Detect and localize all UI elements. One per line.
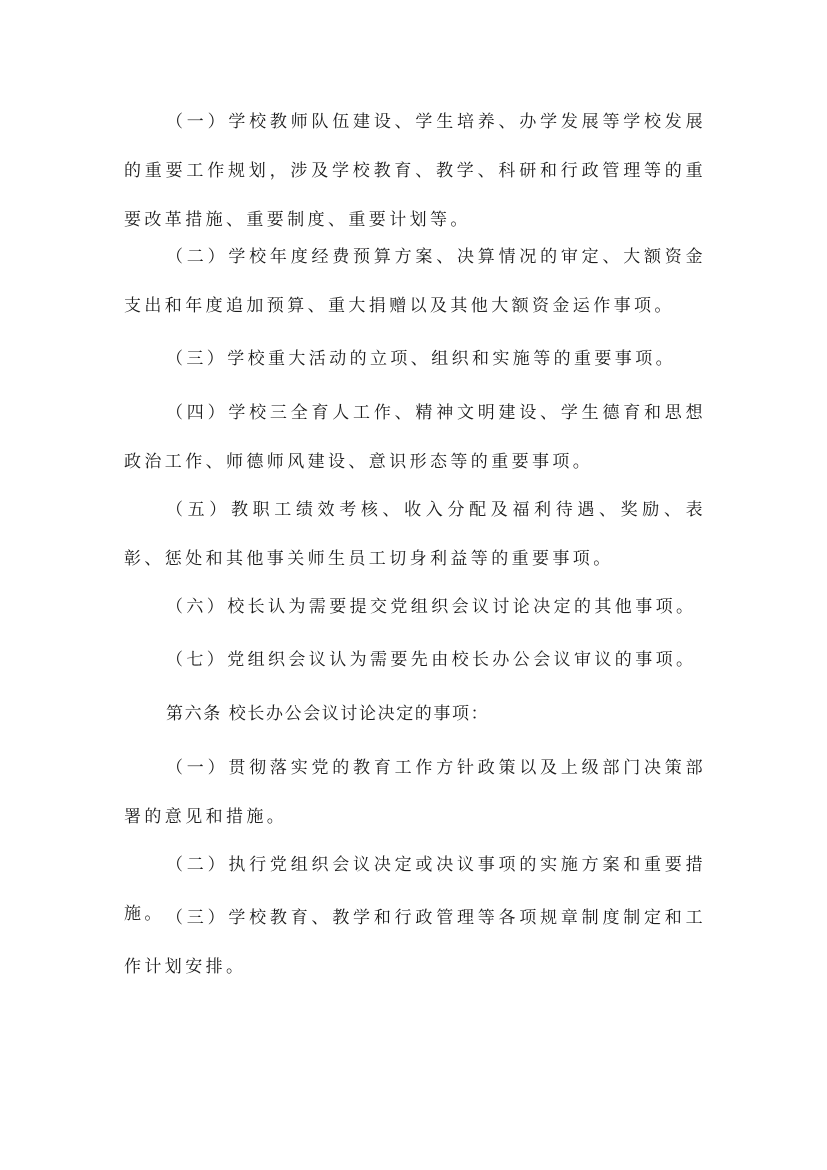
paragraph-7: （七）党组织会议认为需要先由校长办公会议审议的事项。: [166, 650, 697, 670]
paragraph-2: （二）学校年度经费预算方案、决算情况的审定、大额资金支出和年度追加预算、重大捐赠以及其他大额资金运作事项。: [124, 247, 706, 316]
article-6-heading: 第六条 校长办公会议讨论决定的事项：: [166, 704, 490, 724]
paragraph-4: （四）学校三全育人工作、精神文明建设、学生德育和思想政治工作、师德师风建设、意识形态等的重要事项。: [124, 403, 706, 472]
paragraph-11: （三）学校教育、教学和行政管理等各项规章制度制定和工作计划安排。: [124, 908, 706, 977]
paragraph-10: （二）执行党组织会议决定或决议事项的实施方案和重要措施。: [124, 855, 706, 924]
paragraph-9: （一）贯彻落实党的教育工作方针政策以及上级部门决策部署的意见和措施。: [124, 758, 706, 827]
paragraph-3: （三）学校重大活动的立项、组织和实施等的重要事项。: [166, 349, 676, 369]
paragraph-5: （五）教职工绩效考核、收入分配及福利待遇、奖励、表彰、惩处和其他事关师生员工切身利益等的重要事项。: [124, 500, 706, 569]
paragraph-1: （一）学校教师队伍建设、学生培养、办学发展等学校发展的重要工作规划，涉及学校教育、教学、科研和行政管理等的重要改革措施、重要制度、重要计划等。: [124, 112, 706, 230]
paragraph-6: （六）校长认为需要提交党组织会议讨论决定的其他事项。: [166, 597, 697, 617]
